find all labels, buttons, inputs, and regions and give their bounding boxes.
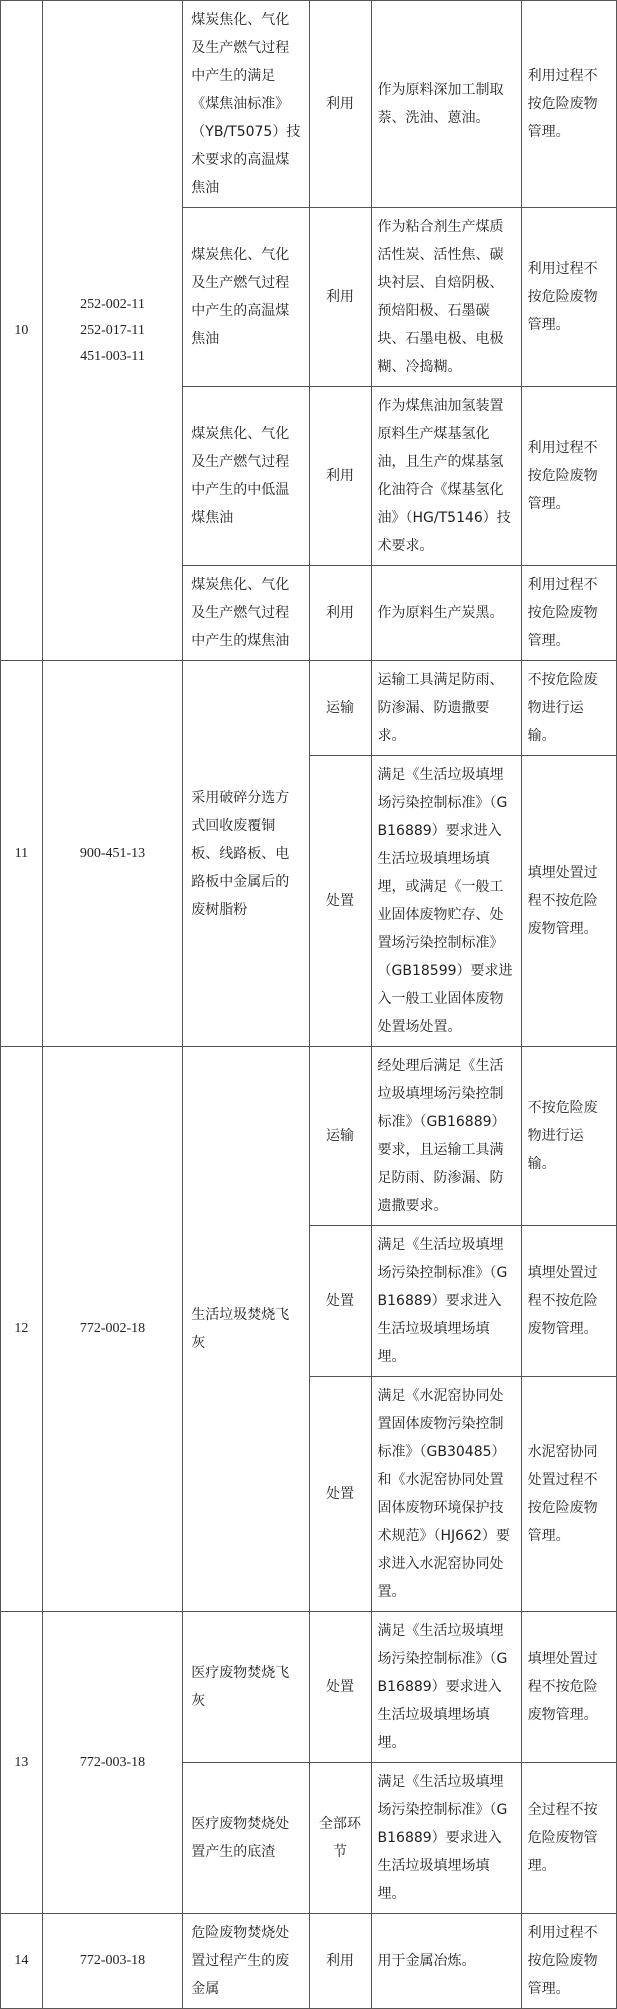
row-number: 12 — [1, 1047, 43, 1612]
exempt-link: 处置 — [309, 1226, 371, 1377]
waste-code-cell — [42, 1, 183, 661]
exempt-condition: 用于金属冶炼。 — [371, 1914, 521, 2009]
table-row — [1, 1914, 617, 2009]
row-number: 10 — [1, 1, 43, 661]
exempt-content: 利用过程不按危险废物管理。 — [521, 566, 616, 661]
waste-name: 煤炭焦化、气化及生产燃气过程中产生的高温煤焦油 — [183, 208, 309, 387]
exempt-condition: 作为粘合剂生产煤质活性炭、活性焦、碳块衬层、自焙阴极、预焙阳极、石墨碳块、石墨电极、电极糊、冷捣糊。 — [371, 208, 521, 387]
exempt-content: 填埋处置过程不按危险废物管理。 — [521, 1612, 616, 1763]
waste-code: 772-002-18 — [79, 1321, 146, 1336]
waste-name: 医疗废物焚烧飞灰 — [183, 1612, 309, 1763]
table-row — [1, 1612, 617, 1763]
waste-code: 772-003-18 — [79, 1754, 146, 1770]
exempt-condition: 满足《生活垃圾填埋场污染控制标准》（GB16889）要求进入生活垃圾填埋场填埋。 — [371, 1612, 521, 1763]
exempt-condition: 满足《生活垃圾填埋场污染控制标准》（GB16889）要求进入生活垃圾填埋场填埋，或满足《一般工业固体废物贮存、处置场污染控制标准》（GB18599）要求进入一般工业固体废物处置场处置。 — [371, 756, 521, 1047]
exempt-link: 利用 — [309, 387, 371, 566]
row-number: 11 — [1, 661, 43, 1047]
table-row — [1, 1047, 617, 1226]
exempt-condition: 作为原料深加工制取萘、洗油、蒽油。 — [371, 1, 521, 208]
waste-name: 煤炭焦化、气化及生产燃气过程中产生的满足《煤焦油标准》（YB/T5075）技术要求的高温煤焦油 — [183, 1, 309, 208]
exempt-condition: 满足《生活垃圾填埋场污染控制标准》（GB16889）要求进入生活垃圾填埋场填埋。 — [371, 1226, 521, 1377]
exempt-condition: 满足《生活垃圾填埋场污染控制标准》（GB16889）要求进入生活垃圾填埋场填埋。 — [371, 1763, 521, 1914]
waste-code: 252-002-11 — [80, 296, 145, 312]
exempt-link: 运输 — [309, 661, 371, 756]
row-number: 13 — [1, 1612, 43, 1914]
exempt-content: 利用过程不按危险废物管理。 — [521, 208, 616, 387]
waste-name: 煤炭焦化、气化及生产燃气过程中产生的煤焦油 — [183, 566, 309, 661]
exempt-link: 利用 — [309, 566, 371, 661]
waste-name: 采用破碎分选方式回收废覆铜板、线路板、电路板中金属后的废树脂粉 — [183, 661, 309, 1047]
exempt-content: 利用过程不按危险废物管理。 — [521, 1914, 616, 2009]
exempt-link: 利用 — [309, 208, 371, 387]
row-number: 14 — [1, 1914, 43, 2009]
exempt-link: 利用 — [309, 1914, 371, 2009]
exempt-condition: 运输工具满足防雨、防渗漏、防遗撒要求。 — [371, 661, 521, 756]
waste-name: 危险废物焚烧处置过程产生的废金属 — [183, 1914, 309, 2009]
exempt-link: 运输 — [309, 1047, 371, 1226]
table-row — [1, 661, 617, 756]
waste-name: 煤炭焦化、气化及生产燃气过程中产生的中低温煤焦油 — [183, 387, 309, 566]
exempt-condition: 满足《水泥窑协同处置固体废物污染控制标准》（GB30485）和《水泥窑协同处置固体废物环境保护技术规范》（HJ662）要求进入水泥窑协同处置。 — [371, 1377, 521, 1612]
exempt-link: 处置 — [309, 1377, 371, 1612]
waste-code-cell — [42, 1914, 183, 2009]
waste-code: 451-003-11 — [80, 348, 145, 364]
waste-name: 医疗废物焚烧处置产生的底渣 — [183, 1763, 309, 1914]
exempt-content: 不按危险废物进行运输。 — [521, 1047, 616, 1226]
waste-code: 252-017-11 — [80, 322, 145, 338]
exempt-condition: 作为原料生产炭黑。 — [371, 566, 521, 661]
waste-name: 生活垃圾焚烧飞灰 — [183, 1047, 309, 1612]
exempt-content: 全过程不按危险废物管理。 — [521, 1763, 616, 1914]
waste-code-cell — [42, 1612, 183, 1914]
exempt-condition: 经处理后满足《生活垃圾填埋场污染控制标准》（GB16889）要求，且运输工具满足防雨、防渗漏、防遗撒要求。 — [371, 1047, 521, 1226]
exempt-content: 水泥窑协同处置过程不按危险废物管理。 — [521, 1377, 616, 1612]
exempt-condition: 作为煤焦油加氢装置原料生产煤基氢化油，且生产的煤基氢化油符合《煤基氢化油》（HG/T5146）技术要求。 — [371, 387, 521, 566]
exempt-content: 填埋处置过程不按危险废物管理。 — [521, 1226, 616, 1377]
waste-code-cell — [42, 1047, 183, 1612]
exempt-link: 利用 — [309, 1, 371, 208]
exempt-link: 处置 — [309, 1612, 371, 1763]
exempt-link: 处置 — [309, 756, 371, 1047]
exempt-content: 利用过程不按危险废物管理。 — [521, 387, 616, 566]
exempt-content: 填埋处置过程不按危险废物管理。 — [521, 756, 616, 1047]
exempt-content: 不按危险废物进行运输。 — [521, 661, 616, 756]
exempt-link: 全部环节 — [309, 1763, 371, 1914]
waste-code: 772-003-18 — [79, 1953, 146, 1968]
exempt-content: 利用过程不按危险废物管理。 — [521, 1, 616, 208]
waste-code: 900-451-13 — [79, 845, 146, 861]
table-row — [1, 1, 617, 208]
waste-code-cell — [42, 661, 183, 1047]
